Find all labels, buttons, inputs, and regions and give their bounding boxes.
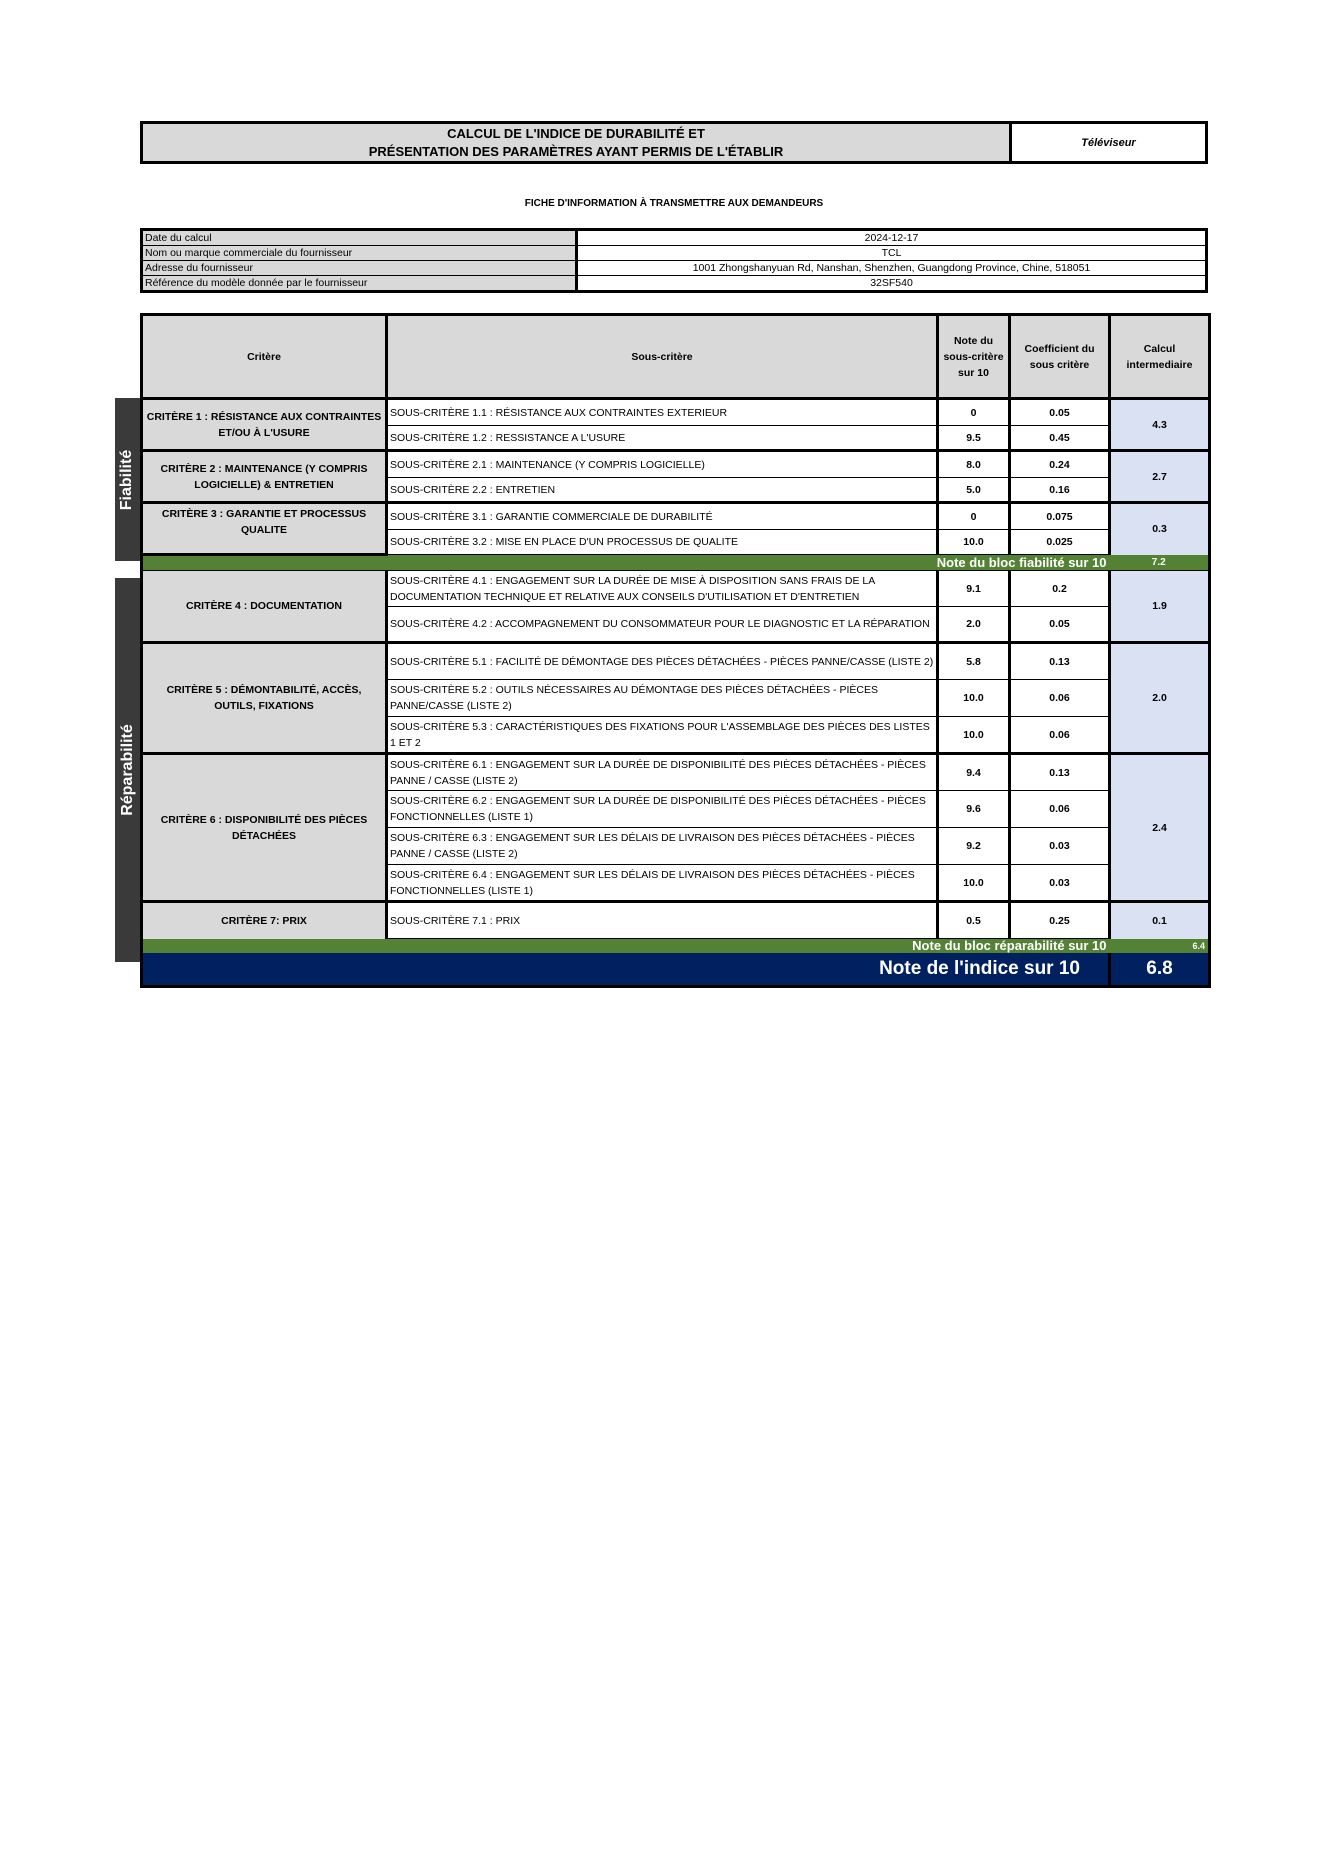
sous-critere-6-3-label: SOUS-CRITÈRE 6.3 : ENGAGEMENT SUR LES DÉLAIS DE LIVRAISON DES PIÈCES DÉTACHÉES - PIÈCES PANNE / CASSE (LISTE 2)	[387, 828, 938, 865]
sous-critere-6-2-note: 9.6	[938, 791, 1010, 828]
critere-6-label: CRITÈRE 6 : DISPONIBILITÉ DES PIÈCES DÉTACHÉES	[142, 754, 387, 902]
brand-label: Nom ou marque commerciale du fournisseur	[142, 246, 577, 261]
info-row-address	[142, 261, 1207, 276]
final-score-row	[142, 953, 1210, 987]
document-subtitle: FICHE D'INFORMATION À TRANSMETTRE AUX DEMANDEURS	[524, 198, 824, 209]
document-title	[143, 124, 1012, 161]
sous-critere-7-1-note: 0.5	[938, 902, 1010, 939]
critere-3-calc: 0.3	[1110, 503, 1210, 555]
supplier-info-table	[140, 228, 1208, 293]
sous-critere-4-1-note: 9.1	[938, 571, 1010, 607]
sous-critere-5-2-note: 10.0	[938, 680, 1010, 717]
sous-critere-2-1-label: SOUS-CRITÈRE 2.1 : MAINTENANCE (Y COMPRIS LOGICIELLE)	[387, 451, 938, 478]
sous-critere-6-2-coef: 0.06	[1010, 791, 1110, 828]
sous-critere-4-2-note: 2.0	[938, 607, 1010, 643]
sous-critere-3-2-note: 10.0	[938, 530, 1010, 555]
bloc-reparabilite-label: Note du bloc réparabilité sur 10	[142, 939, 1110, 954]
sous-critere-5-1-note: 5.8	[938, 643, 1010, 680]
band-reparabilite	[115, 578, 140, 962]
critere-7-calc: 0.1	[1110, 902, 1210, 939]
critere-3-label: CRITÈRE 3 : GARANTIE ET PROCESSUS QUALITE	[142, 503, 387, 555]
reference-label: Référence du modèle donnée par le fournisseur	[142, 276, 577, 292]
sous-critere-2-2-label: SOUS-CRITÈRE 2.2 : ENTRETIEN	[387, 478, 938, 503]
sous-critere-2-2-coef: 0.16	[1010, 478, 1110, 503]
sous-critere-1-2-coef: 0.45	[1010, 426, 1110, 451]
sous-critere-6-1-label: SOUS-CRITÈRE 6.1 : ENGAGEMENT SUR LA DURÉE DE DISPONIBILITÉ DES PIÈCES DÉTACHÉES - PIÈCES PANNE / CASSE (LISTE 2)	[387, 754, 938, 791]
info-row-reference	[142, 276, 1207, 292]
col-critere: Critère	[142, 315, 387, 399]
critere-6-calc: 2.4	[1110, 754, 1210, 902]
table-row	[142, 571, 1210, 607]
critere-4-calc: 1.9	[1110, 571, 1210, 643]
sous-critere-6-2-label: SOUS-CRITÈRE 6.2 : ENGAGEMENT SUR LA DURÉE DE DISPONIBILITÉ DES PIÈCES DÉTACHÉES - PIÈCES FONCTIONNELLES (LISTE 1)	[387, 791, 938, 828]
sous-critere-4-2-label: SOUS-CRITÈRE 4.2 : ACCOMPAGNEMENT DU CONSOMMATEUR POUR LE DIAGNOSTIC ET LA RÉPARATION	[387, 607, 938, 643]
table-row	[142, 754, 1210, 791]
sous-critere-6-1-note: 9.4	[938, 754, 1010, 791]
sous-critere-3-2-coef: 0.025	[1010, 530, 1110, 555]
sous-critere-2-2-note: 5.0	[938, 478, 1010, 503]
critere-4-label: CRITÈRE 4 : DOCUMENTATION	[142, 571, 387, 643]
sous-critere-5-3-coef: 0.06	[1010, 717, 1110, 754]
sous-critere-7-1-label: SOUS-CRITÈRE 7.1 : PRIX	[387, 902, 938, 939]
bloc-fiabilite-value: 7.2	[1110, 555, 1210, 571]
durability-table	[140, 313, 1211, 988]
sous-critere-4-2-coef: 0.05	[1010, 607, 1110, 643]
col-sous-critere: Sous-critère	[387, 315, 938, 399]
sous-critere-4-1-coef: 0.2	[1010, 571, 1110, 607]
bloc-reparabilite-value: 6.4	[1110, 939, 1210, 954]
sous-critere-3-1-coef: 0.075	[1010, 503, 1110, 530]
critere-5-label: CRITÈRE 5 : DÉMONTABILITÉ, ACCÈS, OUTILS, FIXATIONS	[142, 643, 387, 754]
sous-critere-5-1-coef: 0.13	[1010, 643, 1110, 680]
sous-critere-4-1-label: SOUS-CRITÈRE 4.1 : ENGAGEMENT SUR LA DURÉE DE MISE À DISPOSITION SANS FRAIS DE LA DOCUMENTATION TECHNIQUE ET RELATIVE AUX CONSEILS D'UTILISATION ET D'ENTRETIEN	[387, 571, 938, 607]
sous-critere-6-4-label: SOUS-CRITÈRE 6.4 : ENGAGEMENT SUR LES DÉLAIS DE LIVRAISON DES PIÈCES DÉTACHÉES - PIÈCES FONCTIONNELLES (LISTE 1)	[387, 865, 938, 902]
bloc-fiabilite-label: Note du bloc fiabilité sur 10	[142, 555, 1110, 571]
critere-2-label: CRITÈRE 2 : MAINTENANCE (Y COMPRIS LOGICIELLE) & ENTRETIEN	[142, 451, 387, 503]
col-note: Note du sous-critère sur 10	[938, 315, 1010, 399]
info-row-brand	[142, 246, 1207, 261]
sous-critere-5-2-coef: 0.06	[1010, 680, 1110, 717]
final-score-label: Note de l'indice sur 10	[142, 953, 1110, 987]
table-row	[142, 399, 1210, 426]
reference-value: 32SF540	[577, 276, 1207, 292]
date-value: 2024-12-17	[577, 230, 1207, 246]
sous-critere-6-4-note: 10.0	[938, 865, 1010, 902]
document-header	[140, 121, 1208, 164]
critere-1-label: CRITÈRE 1 : RÉSISTANCE AUX CONTRAINTES ET/OU À L'USURE	[142, 399, 387, 451]
table-row	[142, 902, 1210, 939]
bloc-fiabilite-row	[142, 555, 1210, 571]
band-fiabilite	[115, 398, 140, 561]
critere-5-calc: 2.0	[1110, 643, 1210, 754]
col-coef: Coefficient du sous critère	[1010, 315, 1110, 399]
band-fiabilite-label: Fiabilité	[118, 449, 136, 510]
sous-critere-5-2-label: SOUS-CRITÈRE 5.2 : OUTILS NÉCESSAIRES AU DÉMONTAGE DES PIÈCES DÉTACHÉES - PIÈCES PANNE/CASSE (LISTE 2)	[387, 680, 938, 717]
sous-critere-2-1-coef: 0.24	[1010, 451, 1110, 478]
sous-critere-3-1-note: 0	[938, 503, 1010, 530]
sous-critere-1-1-coef: 0.05	[1010, 399, 1110, 426]
col-calc: Calcul intermediaire	[1110, 315, 1210, 399]
sous-critere-7-1-coef: 0.25	[1010, 902, 1110, 939]
sous-critere-1-2-note: 9.5	[938, 426, 1010, 451]
title-line-2: PRÉSENTATION DES PARAMÈTRES AYANT PERMIS DE L'ÉTABLIR	[368, 143, 784, 159]
sous-critere-1-2-label: SOUS-CRITÈRE 1.2 : RESSISTANCE A L'USURE	[387, 426, 938, 451]
product-type: Téléviseur	[1081, 136, 1136, 149]
table-row	[142, 451, 1210, 478]
table-header-row	[142, 315, 1210, 399]
address-value: 1001 Zhongshanyuan Rd, Nanshan, Shenzhen, Guangdong Province, Chine, 518051	[577, 261, 1207, 276]
bloc-reparabilite-row	[142, 939, 1210, 954]
table-row	[142, 643, 1210, 680]
band-reparabilite-label: Réparabilité	[118, 724, 136, 816]
sous-critere-6-1-coef: 0.13	[1010, 754, 1110, 791]
sous-critere-3-1-label: SOUS-CRITÈRE 3.1 : GARANTIE COMMERCIALE DE DURABILITÉ	[387, 503, 938, 530]
brand-value: TCL	[577, 246, 1207, 261]
sous-critere-5-1-label: SOUS-CRITÈRE 5.1 : FACILITÉ DE DÉMONTAGE DES PIÈCES DÉTACHÉES - PIÈCES PANNE/CASSE (LISTE 2)	[387, 643, 938, 680]
sous-critere-6-3-coef: 0.03	[1010, 828, 1110, 865]
address-label: Adresse du fournisseur	[142, 261, 577, 276]
critere-2-calc: 2.7	[1110, 451, 1210, 503]
date-label: Date du calcul	[142, 230, 577, 246]
sous-critere-6-3-note: 9.2	[938, 828, 1010, 865]
table-row	[142, 503, 1210, 530]
sous-critere-5-3-note: 10.0	[938, 717, 1010, 754]
sous-critere-5-3-label: SOUS-CRITÈRE 5.3 : CARACTÉRISTIQUES DES FIXATIONS POUR L'ASSEMBLAGE DES PIÈCES DES LISTES 1 ET 2	[387, 717, 938, 754]
critere-7-label: CRITÈRE 7: PRIX	[142, 902, 387, 939]
sous-critere-3-2-label: SOUS-CRITÈRE 3.2 : MISE EN PLACE D'UN PROCESSUS DE QUALITE	[387, 530, 938, 555]
critere-1-calc: 4.3	[1110, 399, 1210, 451]
sous-critere-1-1-label: SOUS-CRITÈRE 1.1 : RÉSISTANCE AUX CONTRAINTES EXTERIEUR	[387, 399, 938, 426]
sous-critere-1-1-note: 0	[938, 399, 1010, 426]
sous-critere-2-1-note: 8.0	[938, 451, 1010, 478]
final-score-value: 6.8	[1110, 953, 1210, 987]
sous-critere-6-4-coef: 0.03	[1010, 865, 1110, 902]
title-line-1: CALCUL DE L'INDICE DE DURABILITÉ ET	[447, 125, 705, 141]
info-row-date	[142, 230, 1207, 246]
